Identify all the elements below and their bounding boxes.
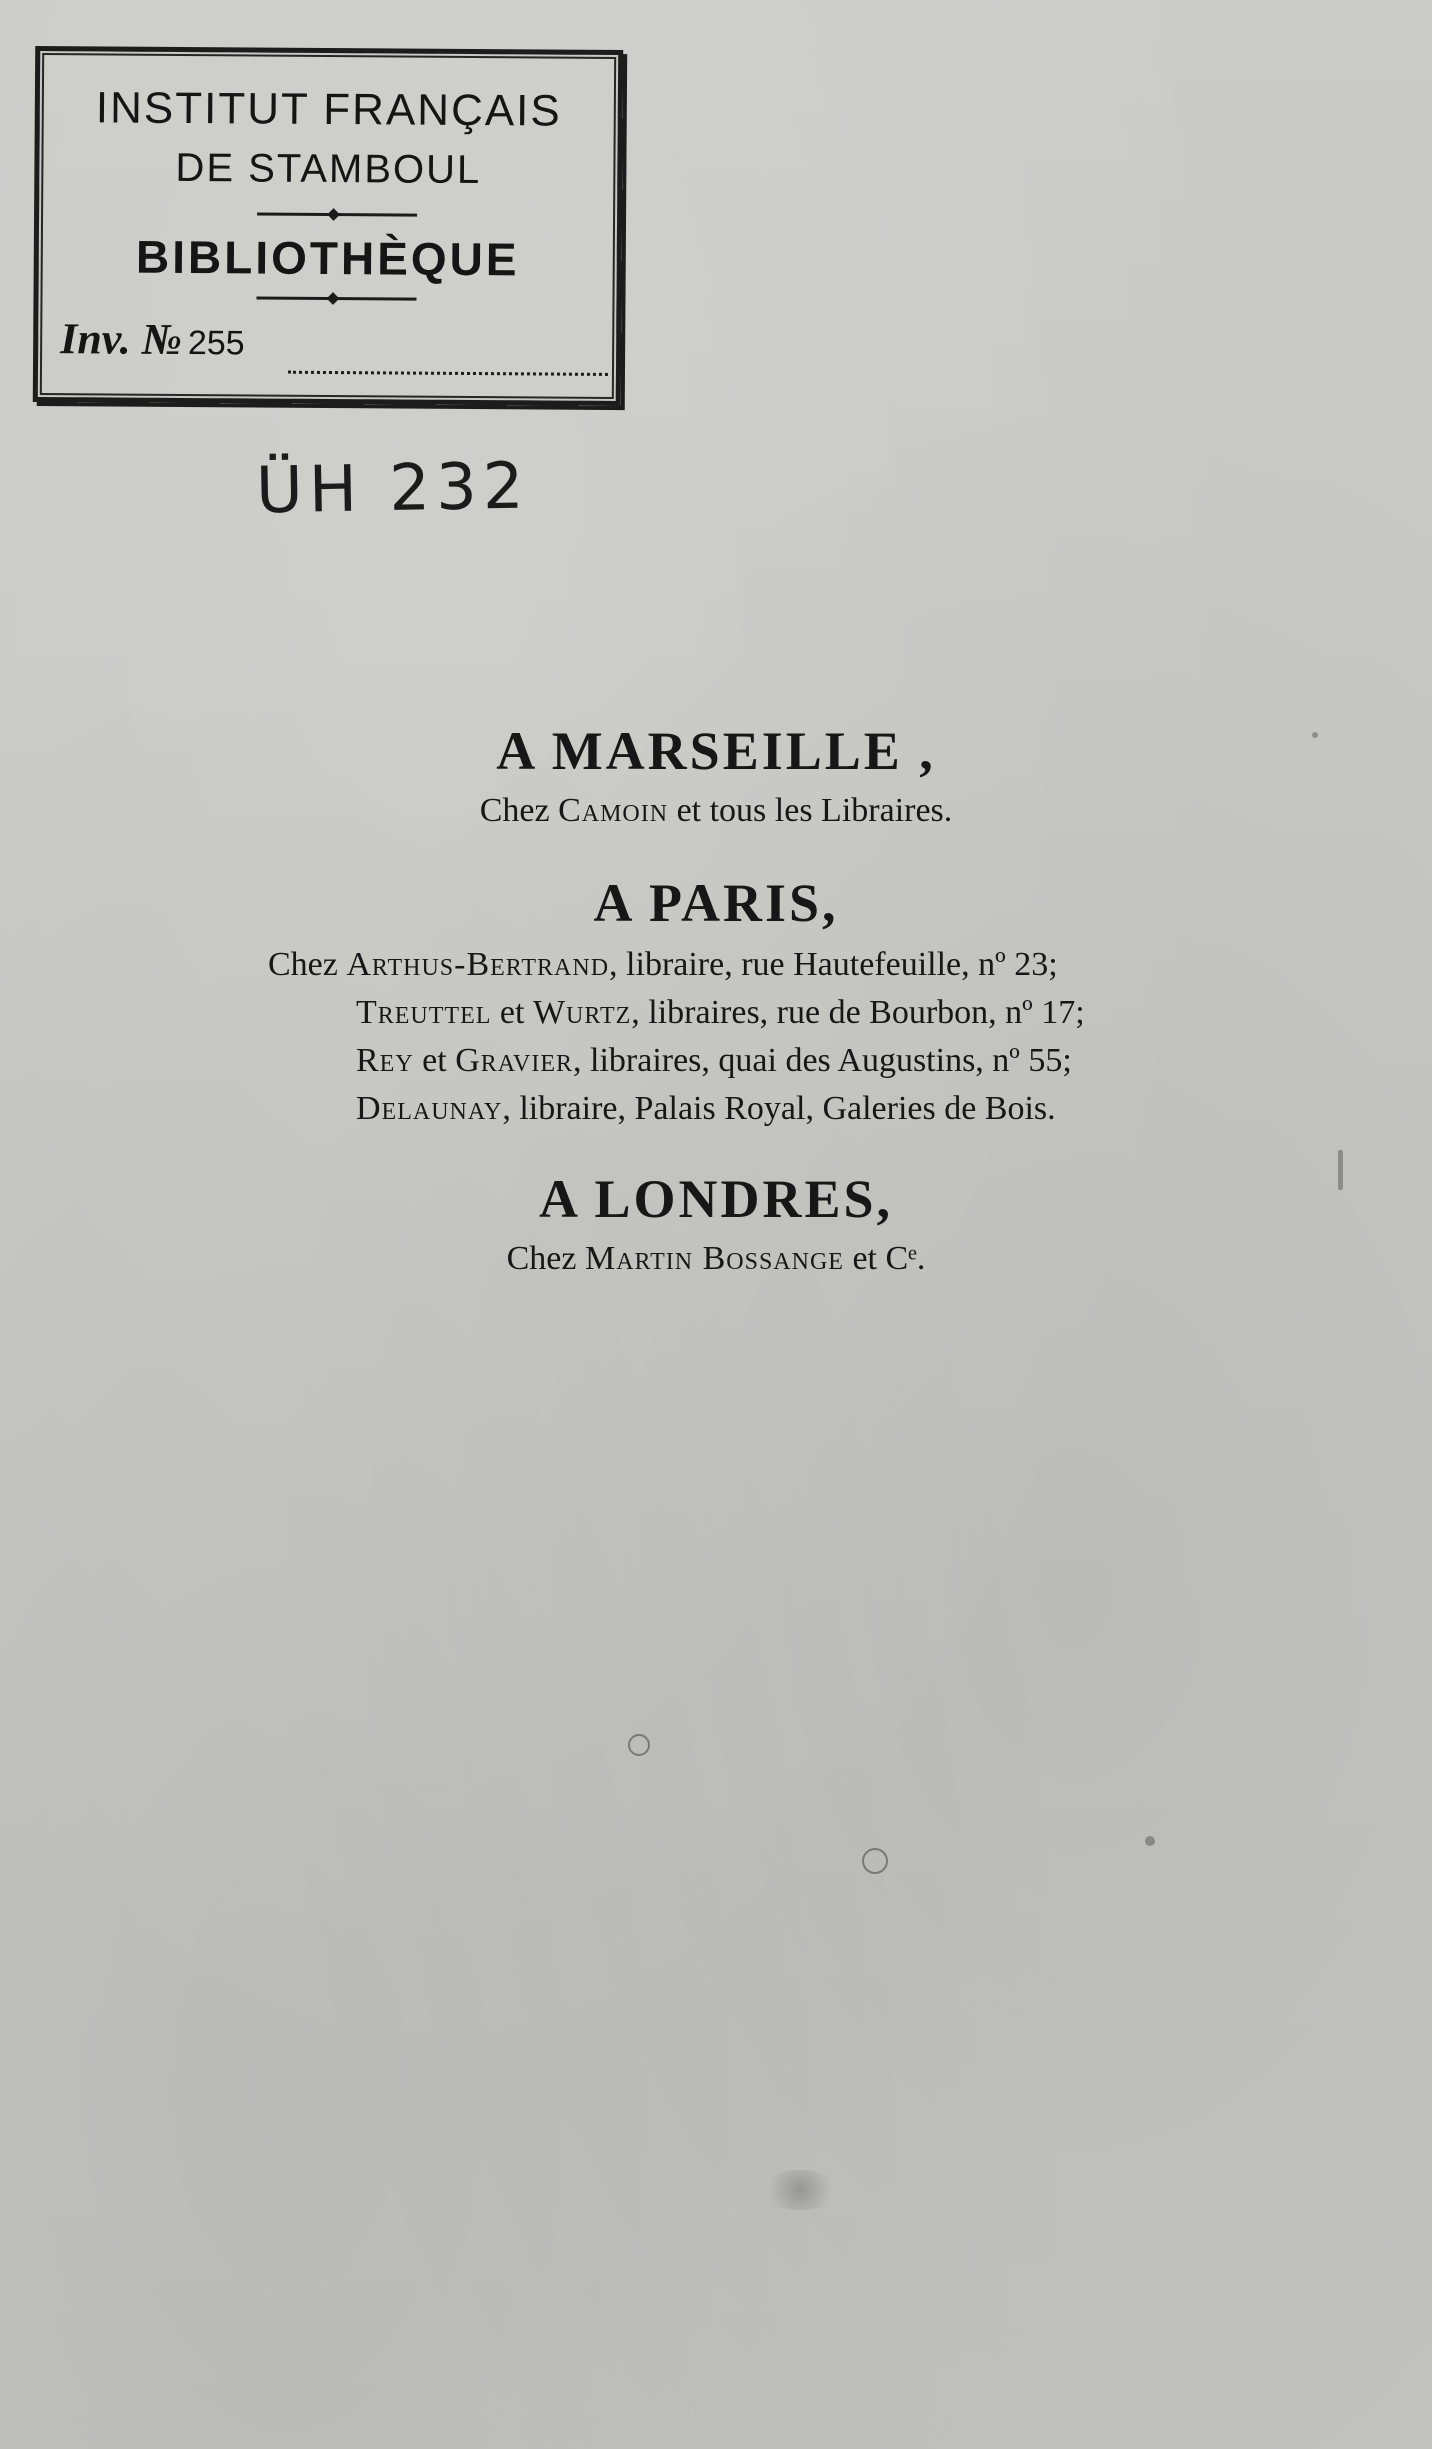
bookseller-name: Delaunay <box>356 1090 503 1127</box>
stamp-divider <box>257 213 417 217</box>
bookseller-name: Martin Bossange <box>584 1240 844 1277</box>
stamp-divider <box>256 297 416 301</box>
imprint-line-paris: Rey et Gravier, libraires, quai des Augustins, nº 55; <box>356 1042 1072 1079</box>
stamp-inventory <box>60 313 600 368</box>
bookseller-name: Rey <box>356 1042 414 1079</box>
handwritten-shelfmark: ÜH 232 <box>255 449 531 529</box>
stamp-inventory-label: Inv. № <box>60 314 183 364</box>
stamp-institution: INSTITUT FRANÇAIS <box>95 83 562 136</box>
stamp-city: DE STAMBOUL <box>175 145 482 193</box>
paper-blemish <box>760 2170 840 2210</box>
bookseller-name: Camoin <box>558 792 669 829</box>
imprint-line-paris: Chez Arthus-Bertrand, libraire, rue Hautefeuille, nº 23; <box>268 946 1058 983</box>
bookseller-name: Arthus-Bertrand <box>346 946 610 983</box>
imprint-city-londres: A LONDRES, <box>538 1169 894 1229</box>
stamp-inventory-number: 255 <box>187 324 245 363</box>
imprint-line-londres: Chez Martin Bossange et Cᵉ. <box>506 1240 926 1277</box>
stamp-dotted-rule <box>288 371 608 376</box>
library-stamp <box>33 46 623 406</box>
bookseller-name: Wurtz <box>532 994 632 1031</box>
paper-blemish <box>1145 1836 1155 1846</box>
imprint-line-paris: Delaunay, libraire, Palais Royal, Galeries de Bois. <box>356 1090 1056 1127</box>
imprint-line-marseille: Chez Camoin et tous les Libraires. <box>479 792 953 829</box>
bookseller-name: Treuttel <box>356 994 492 1031</box>
paper-blemish <box>628 1734 650 1756</box>
paper-blemish <box>1338 1150 1343 1190</box>
imprint-line-paris: Treuttel et Wurtz, libraires, rue de Bourbon, nº 17; <box>356 994 1085 1031</box>
paper-blemish <box>862 1848 888 1874</box>
bookseller-name: Gravier <box>455 1042 574 1079</box>
stamp-library: BIBLIOTHÈQUE <box>135 230 520 286</box>
paper-blemish <box>1312 732 1318 738</box>
imprint-city-paris: A PARIS, <box>593 873 839 933</box>
imprint-city-marseille: A MARSEILLE , <box>496 721 936 781</box>
